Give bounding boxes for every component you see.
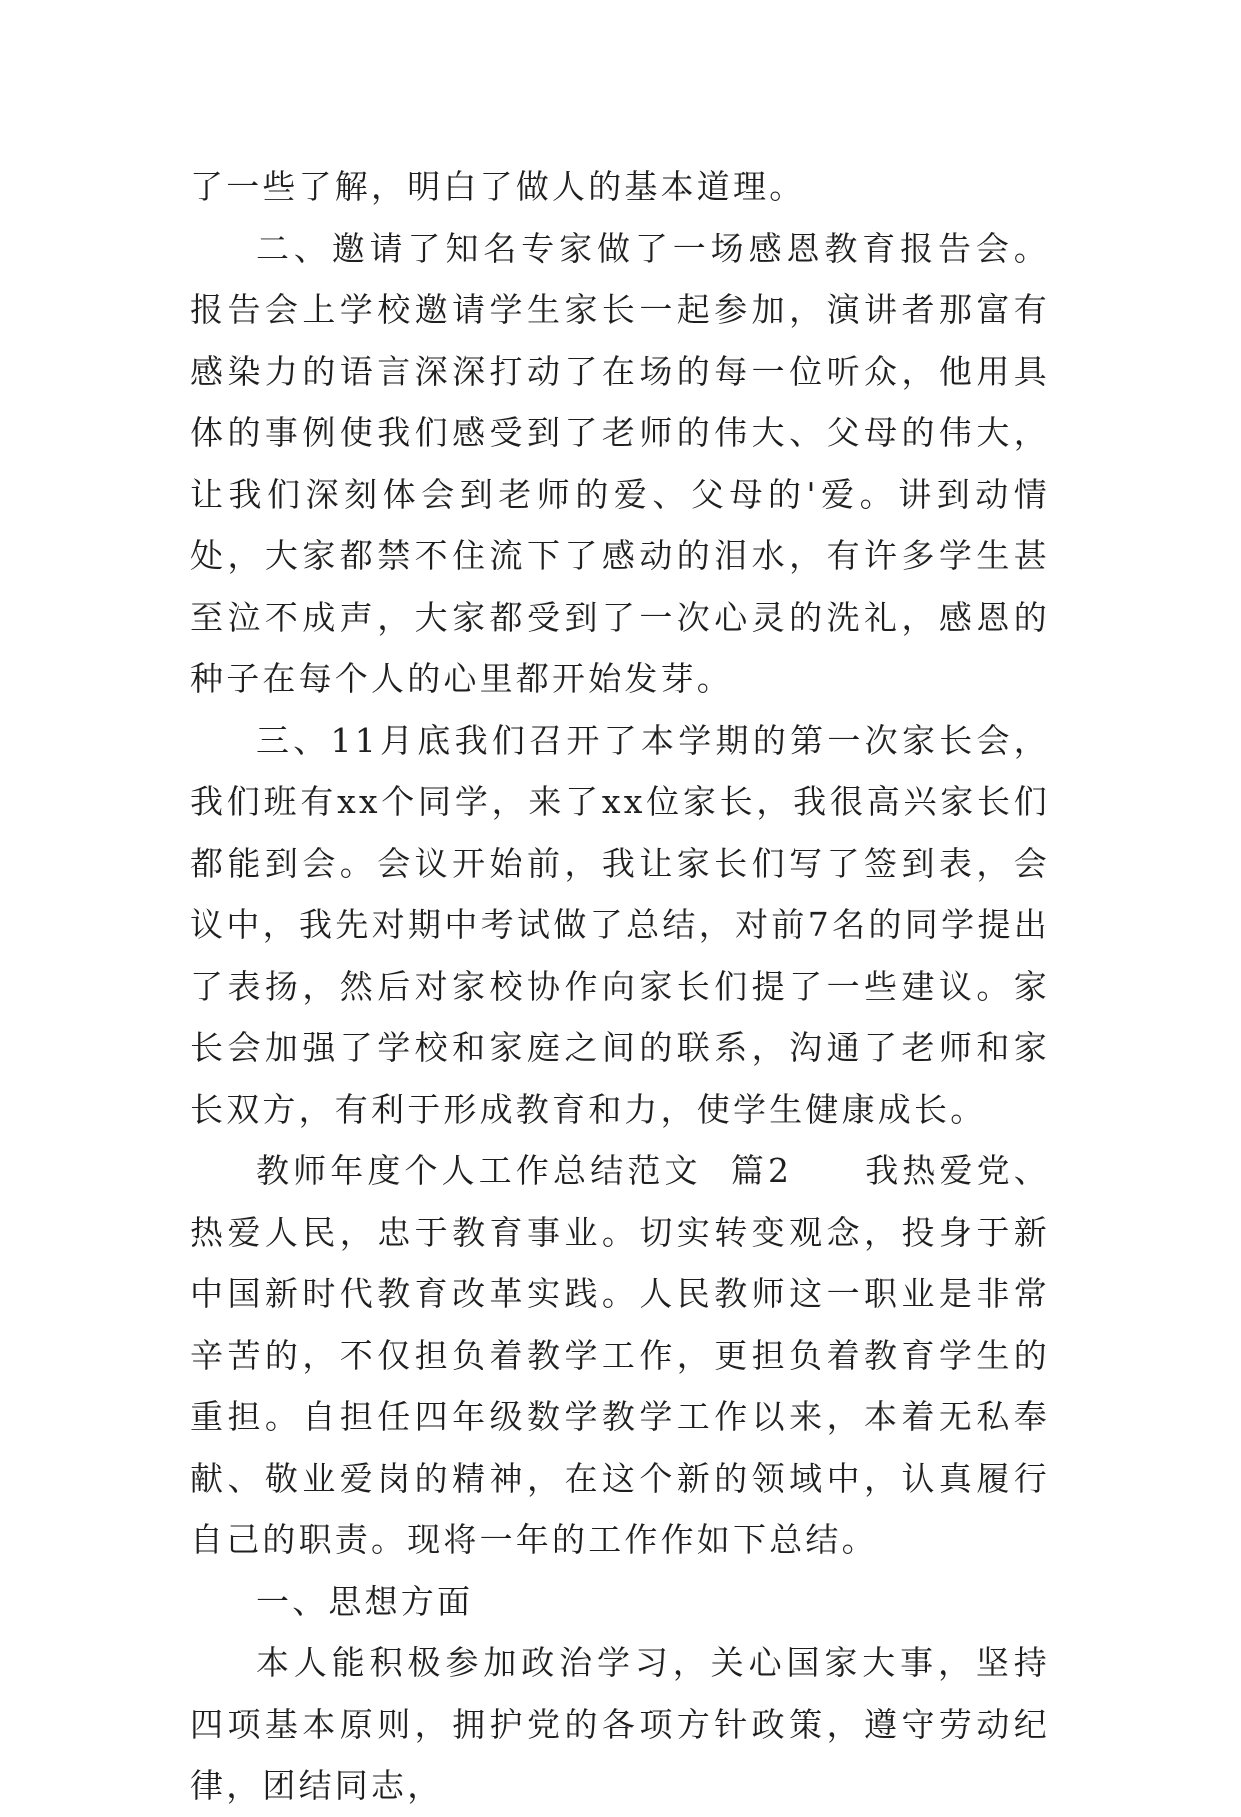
paragraph: 了一些了解，明白了做人的基本道理。 bbox=[190, 167, 806, 206]
paragraph: 教师年度个人工作总结范文 篇2 我热爱党、热爱人民，忠于教育事业。切实转变观念，投身于新中国新时代教育改革实践。人民教师这一职业是非常辛苦的，不仅担负着教学工作，更担负着教育学生的重担。自担任四年级数学教学工作以来，本着无私奉献、敬业爱岗的精神，在这个新的领域中，认真履行自己的职责。现将一年的工作作如下总结。 bbox=[190, 1151, 1050, 1559]
paragraph: 本人能积极参加政治学习，关心国家大事，坚持四项基本原则，拥护党的各项方针政策，遵守劳动纪律，团结同志， bbox=[190, 1643, 1050, 1805]
section-heading: 一、思想方面 bbox=[256, 1581, 474, 1621]
paragraph: 二、邀请了知名专家做了一场感恩教育报告会。报告会上学校邀请学生家长一起参加，演讲者那富有感染力的语言深深打动了在场的每一位听众，他用具体的事例使我们感受到了老师的伟大、父母的伟大，让我们深刻体会到老师的爱、父母的'爱。讲到动情处，大家都禁不住流下了感动的泪水，有许多学生甚至泣不成声，大家都受到了一次心灵的洗礼，感恩的种子在每个人的心里都开始发芽。 bbox=[190, 228, 1050, 698]
body-text bbox=[190, 156, 1050, 1817]
paragraph: 三、11月底我们召开了本学期的第一次家长会，我们班有xx个同学，来了xx位家长，我很高兴家长们都能到会。会议开始前，我让家长们写了签到表，会议中，我先对期中考试做了总结，对前7名的同学提出了表扬，然后对家校协作向家长们提了一些建议。家长会加强了学校和家庭之间的联系，沟通了老师和家长双方，有利于形成教育和力，使学生健康成长。 bbox=[190, 720, 1050, 1129]
